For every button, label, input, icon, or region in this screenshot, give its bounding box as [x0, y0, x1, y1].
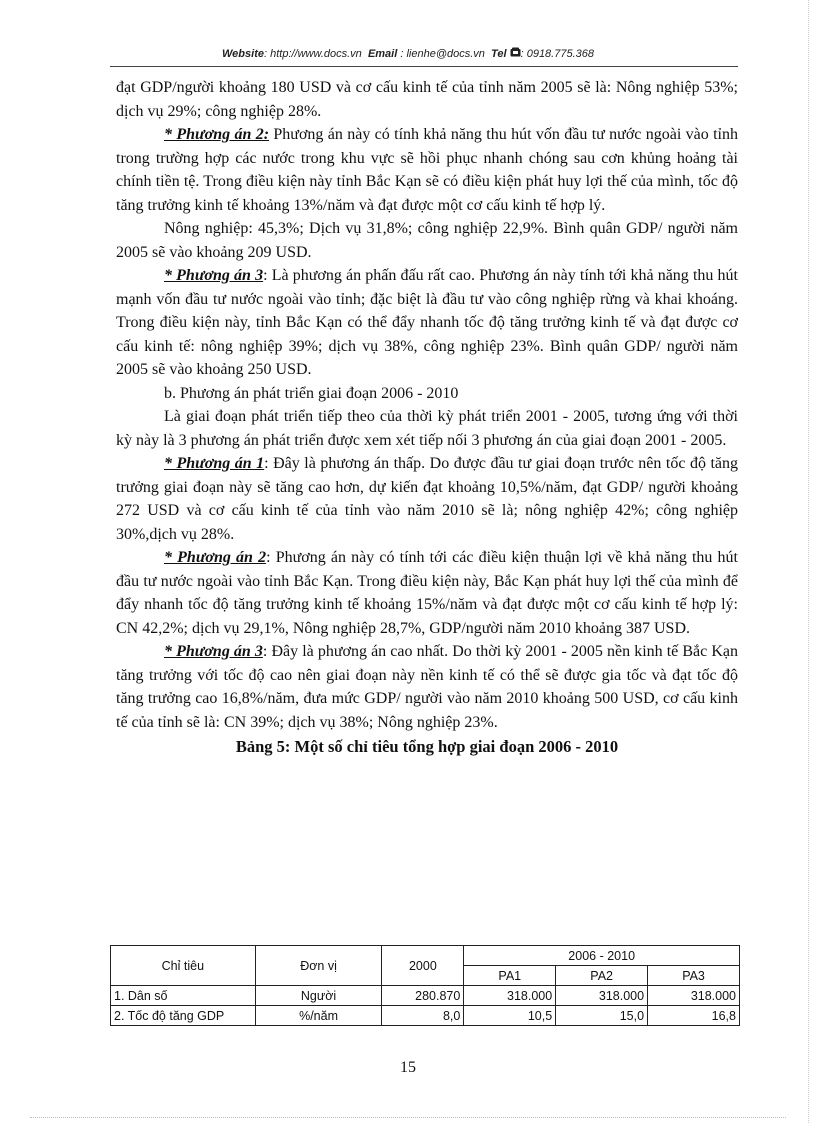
table-row [111, 986, 740, 1006]
paragraph-option2-2005 [116, 123, 738, 217]
option3-2010-text: : Đây là phương án cao nhất. Do thời kỳ 2001 - 2005 nền kinh tế Bắc Kạn tăng trưởng với tốc độ cao nên giai đoạn này nền kinh tế có thể sẽ được gia tốc và đạt tốc độ tăng trưởng cao 16,8%/năm, đưa mức GDP/ người vào năm 2010 khoảng 500 USD, cơ cấu kinh tế của tỉnh sẽ là: CN 39%; dịch vụ 38%; Nông nghiệp 23%. [116, 643, 738, 731]
website-label: Website [222, 48, 264, 60]
paragraph-option3-2010 [116, 640, 738, 734]
table-header-row [111, 946, 740, 966]
table-caption: Bảng 5: Một số chỉ tiêu tổng hợp giai đoạn 2006 - 2010 [235, 737, 619, 756]
tel-value: : 0918.775.368 [520, 48, 594, 60]
row-2000: 8,0 [382, 1006, 464, 1026]
option3-2005-text: : Là phương án phấn đấu rất cao. Phương án này tính tới khả năng thu hút mạnh vốn đầu tư nước ngoài vào tỉnh; đặc biệt là đầu tư vào công nghiệp rừng và khai khoáng. Trong điều kiện này, tỉnh Bắc Kạn có thể đẩy nhanh tốc độ tăng trưởng kinh tế và đạt được cơ cấu kinh tế: nông nghiệp 39%; dịch vụ 38%, công nghiệp 23%. Bình quân GDP/ người năm 2005 sẽ vào khoảng 250 USD. [116, 267, 739, 378]
phone-icon [510, 48, 521, 60]
option3-2010-label: * Phương án 3 [164, 643, 263, 660]
option3-2005-label: * Phương án 3 [164, 267, 264, 284]
option1-2010-label: * Phương án 1 [164, 455, 265, 472]
header-unit: Đơn vị [255, 946, 382, 986]
indicators-table [110, 945, 740, 1026]
section-heading-b: b. Phương án phát triển giai đoạn 2006 - 2010 [164, 384, 459, 402]
row-pa3: 16,8 [648, 1006, 740, 1026]
header-indicator: Chỉ tiêu [111, 946, 256, 986]
row-unit: %/năm [255, 1006, 382, 1026]
row-unit: Người [255, 986, 382, 1006]
row-pa1: 318.000 [464, 986, 556, 1006]
header-pa1: PA1 [464, 966, 556, 986]
paragraph-gdp-2005: đạt GDP/người khoảng 180 USD và cơ cấu kinh tế của tỉnh năm 2005 sẽ là: Nông nghiệp 53%; dịch vụ 29%; công nghiệp 28%. [116, 79, 738, 120]
email-label: Email [367, 48, 398, 60]
header-pa3: PA3 [648, 966, 740, 986]
document-body [116, 76, 738, 759]
row-pa2: 15,0 [556, 1006, 648, 1026]
page-header [0, 47, 816, 60]
table-row [111, 1006, 740, 1026]
paragraph-option1-2010 [116, 452, 738, 546]
paragraph-option3-2005 [116, 264, 738, 382]
paragraph-structure-2005: Nông nghiệp: 45,3%; Dịch vụ 31,8%; công nghiệp 22,9%. Bình quân GDP/ người năm 2005 sẽ vào khoảng 209 USD. [116, 220, 738, 261]
row-name: 1. Dân số [111, 986, 256, 1006]
row-2000: 280.870 [382, 986, 464, 1006]
website-value[interactable]: : http://www.docs.vn [263, 48, 362, 60]
paragraph-option2-2010 [116, 546, 738, 640]
row-pa2: 318.000 [556, 986, 648, 1006]
right-margin-line [808, 0, 809, 1123]
option2-2010-label: * Phương án 2 [164, 549, 267, 566]
header-period: 2006 - 2010 [464, 946, 740, 966]
option1-2010-text: : Đây là phương án thấp. Do được đầu tư giai đoạn trước nên tốc độ tăng trưởng giai đoạn này sẽ tăng cao hơn, dự kiến đạt khoảng 10,5%/năm, đạt GDP/ người khoảng 272 USD và cơ cấu kinh tế của tỉnh vào năm 2010 sẽ là; nông nghiệp 42%; công nghiệp 30%,dịch vụ 28%. [116, 455, 739, 543]
option2-2005-label: * Phương án 2: [164, 126, 270, 143]
header-divider [110, 66, 738, 67]
page-number: 15 [400, 1059, 416, 1076]
email-value[interactable]: : lienhe@docs.vn [400, 48, 485, 60]
row-pa3: 318.000 [648, 986, 740, 1006]
option2-2010-text: : Phương án này có tính tới các điều kiện thuận lợi về khả năng thu hút đầu tư nước ngoài vào tỉnh Bắc Kạn. Trong điều kiện này, Bắc Kạn phát huy lợi thế của mình để đẩy nhanh tốc độ tăng trưởng kinh tế khoảng 15%/năm và đạt được một cơ cấu kinh tế hợp lý: CN 42,2%; dịch vụ 29,1%, Nông nghiệp 28,7%, GDP/người năm 2010 khoảng 387 USD. [116, 549, 739, 637]
option2-2005-text: Phương án này có tính khả năng thu hút vốn đầu tư nước ngoài vào tỉnh trong trường hợp các nước trong khu vực sẽ hồi phục nhanh chóng sau cơn khủng hoảng tài chính tiền tệ. Trong điều kiện này tỉnh Bắc Kạn sẽ có điều kiện phát huy lợi thế của mình, tốc độ tăng trưởng kinh tế khoảng 13%/năm và đạt được một cơ cấu kinh tế hợp lý. [116, 126, 739, 214]
row-pa1: 10,5 [464, 1006, 556, 1026]
tel-label: Tel [491, 48, 507, 60]
bottom-divider [30, 1117, 786, 1118]
row-name: 2. Tốc độ tăng GDP [111, 1006, 256, 1026]
paragraph-intro-2006: Là giai đoạn phát triển tiếp theo của thời kỳ phát triển 2001 - 2005, tương ứng với thời kỳ này là 3 phương án phát triển được xem xét tiếp nối 3 phương án của giai đoạn 2001 - 2005. [116, 408, 738, 449]
header-pa2: PA2 [556, 966, 648, 986]
header-2000: 2000 [382, 946, 464, 986]
